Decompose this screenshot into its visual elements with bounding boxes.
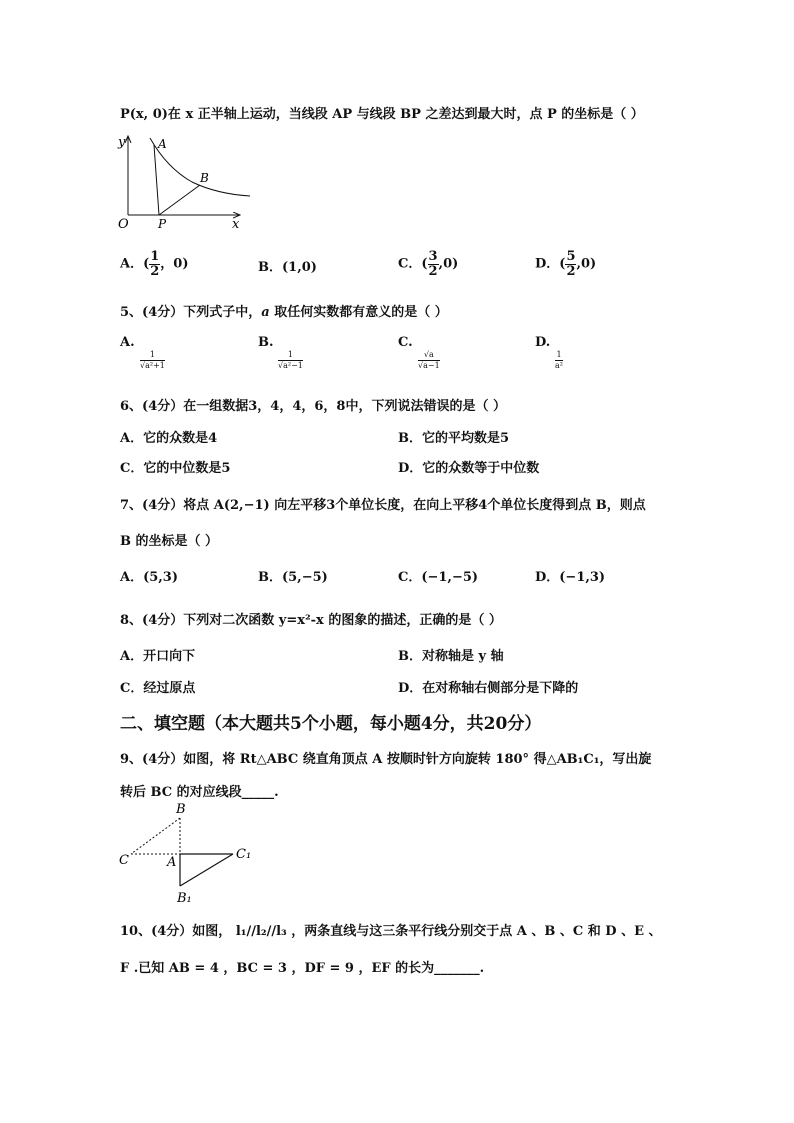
- segment-BP: [159, 185, 200, 215]
- q8-option-a: A．开口向下: [120, 649, 196, 664]
- q7-stem-line1: 7、(4分）将点 A(2,−1) 向左平移3个单位长度，在向上平移4个单位长度得到点 B，则点: [120, 498, 646, 513]
- label-C: C: [119, 853, 129, 868]
- segment-AP: [154, 145, 159, 215]
- segment-B1C1: [180, 854, 233, 886]
- q7-option-d: D．(−1,3): [535, 570, 606, 585]
- q9-stem-line2: 转后 BC 的对应线段_____.: [120, 785, 279, 800]
- q4-option-a: A．( $\frac{1}{2}$ ，0): [120, 249, 189, 279]
- q8-stem: 8、(4分）下列对二次函数 y=x²-x 的图象的描述，正确的是（ ）: [120, 613, 502, 628]
- q5-stem: 5、(4分）下列式子中，a 取任何实数都有意义的是（ ）: [120, 305, 448, 320]
- q7-option-c: C．(−1,−5): [398, 570, 479, 585]
- label-A: A: [167, 855, 177, 870]
- q8-option-b: B．对称轴是 y 轴: [398, 649, 504, 664]
- q6-option-a: A．它的众数是4: [120, 431, 218, 446]
- q6-option-b: B．它的平均数是5: [398, 431, 510, 446]
- q7-option-b: B．(5,−5): [258, 570, 328, 585]
- label-C1: C₁: [236, 847, 252, 862]
- q4-stem: P(x, 0)在 x 正半轴上运动，当线段 AP 与线段 BP 之差达到最大时，点 P 的坐标是（ ）: [120, 107, 644, 122]
- q8-option-c: C．经过原点: [120, 681, 196, 696]
- q5-option-a: A. $\frac{1}{\text{√a²+1}}$: [120, 335, 165, 370]
- label-B1: B₁: [177, 891, 192, 906]
- label-B: B: [200, 171, 209, 185]
- q6-stem: 6、(4分）在一组数据3，4，4，6，8中，下列说法错误的是（ ）: [120, 399, 506, 414]
- q5-option-d: D. $\frac{1}{\text{a²}}$: [535, 335, 563, 370]
- label-B: B: [176, 802, 186, 817]
- q5-option-c: C. $\frac{√a}{√a-1}$: [398, 335, 440, 370]
- label-x: x: [232, 217, 240, 232]
- label-O: O: [118, 217, 129, 232]
- q7-option-a: A．(5,3): [120, 570, 179, 585]
- q4-option-b: B．(1,0): [258, 260, 317, 275]
- label-y: y: [118, 135, 126, 150]
- q4-graph: [112, 130, 257, 235]
- q9-stem-line1: 9、(4分）如图，将 Rt△ABC 绕直角顶点 A 按顺时针方向旋转 180° 得△AB₁C₁，写出旋: [120, 752, 652, 767]
- q7-stem-line2: B 的坐标是（ ）: [120, 534, 219, 549]
- q6-option-d: D．它的众数等于中位数: [398, 461, 540, 476]
- q10-stem-line2: F .已知 AB = 4 ，BC = 3 ，DF = 9 ，EF 的长为_______.: [120, 961, 485, 976]
- label-A: A: [158, 137, 167, 151]
- q9-figure: [115, 798, 265, 906]
- q4-option-c: C．( $\frac{3}{2}$ ,0): [398, 249, 459, 279]
- q6-option-c: C．它的中位数是5: [120, 461, 231, 476]
- q10-stem-line1: 10、(4分）如图， l₁//l₂//l₃ ，两条直线与这三条平行线分别交于点 A 、B 、C 和 D 、E 、: [120, 924, 662, 939]
- segment-BC: [131, 818, 180, 854]
- q4-option-d: D．( $\frac{5}{2}$ ,0): [535, 249, 597, 279]
- section-title: 二、填空题（本大题共5个小题，每小题4分，共20分）: [120, 714, 542, 734]
- q5-option-b: B. $\frac{1}{\text{√a²−1}}$: [258, 335, 303, 370]
- label-P: P: [158, 217, 167, 231]
- q8-option-d: D．在对称轴右侧部分是下降的: [398, 681, 579, 696]
